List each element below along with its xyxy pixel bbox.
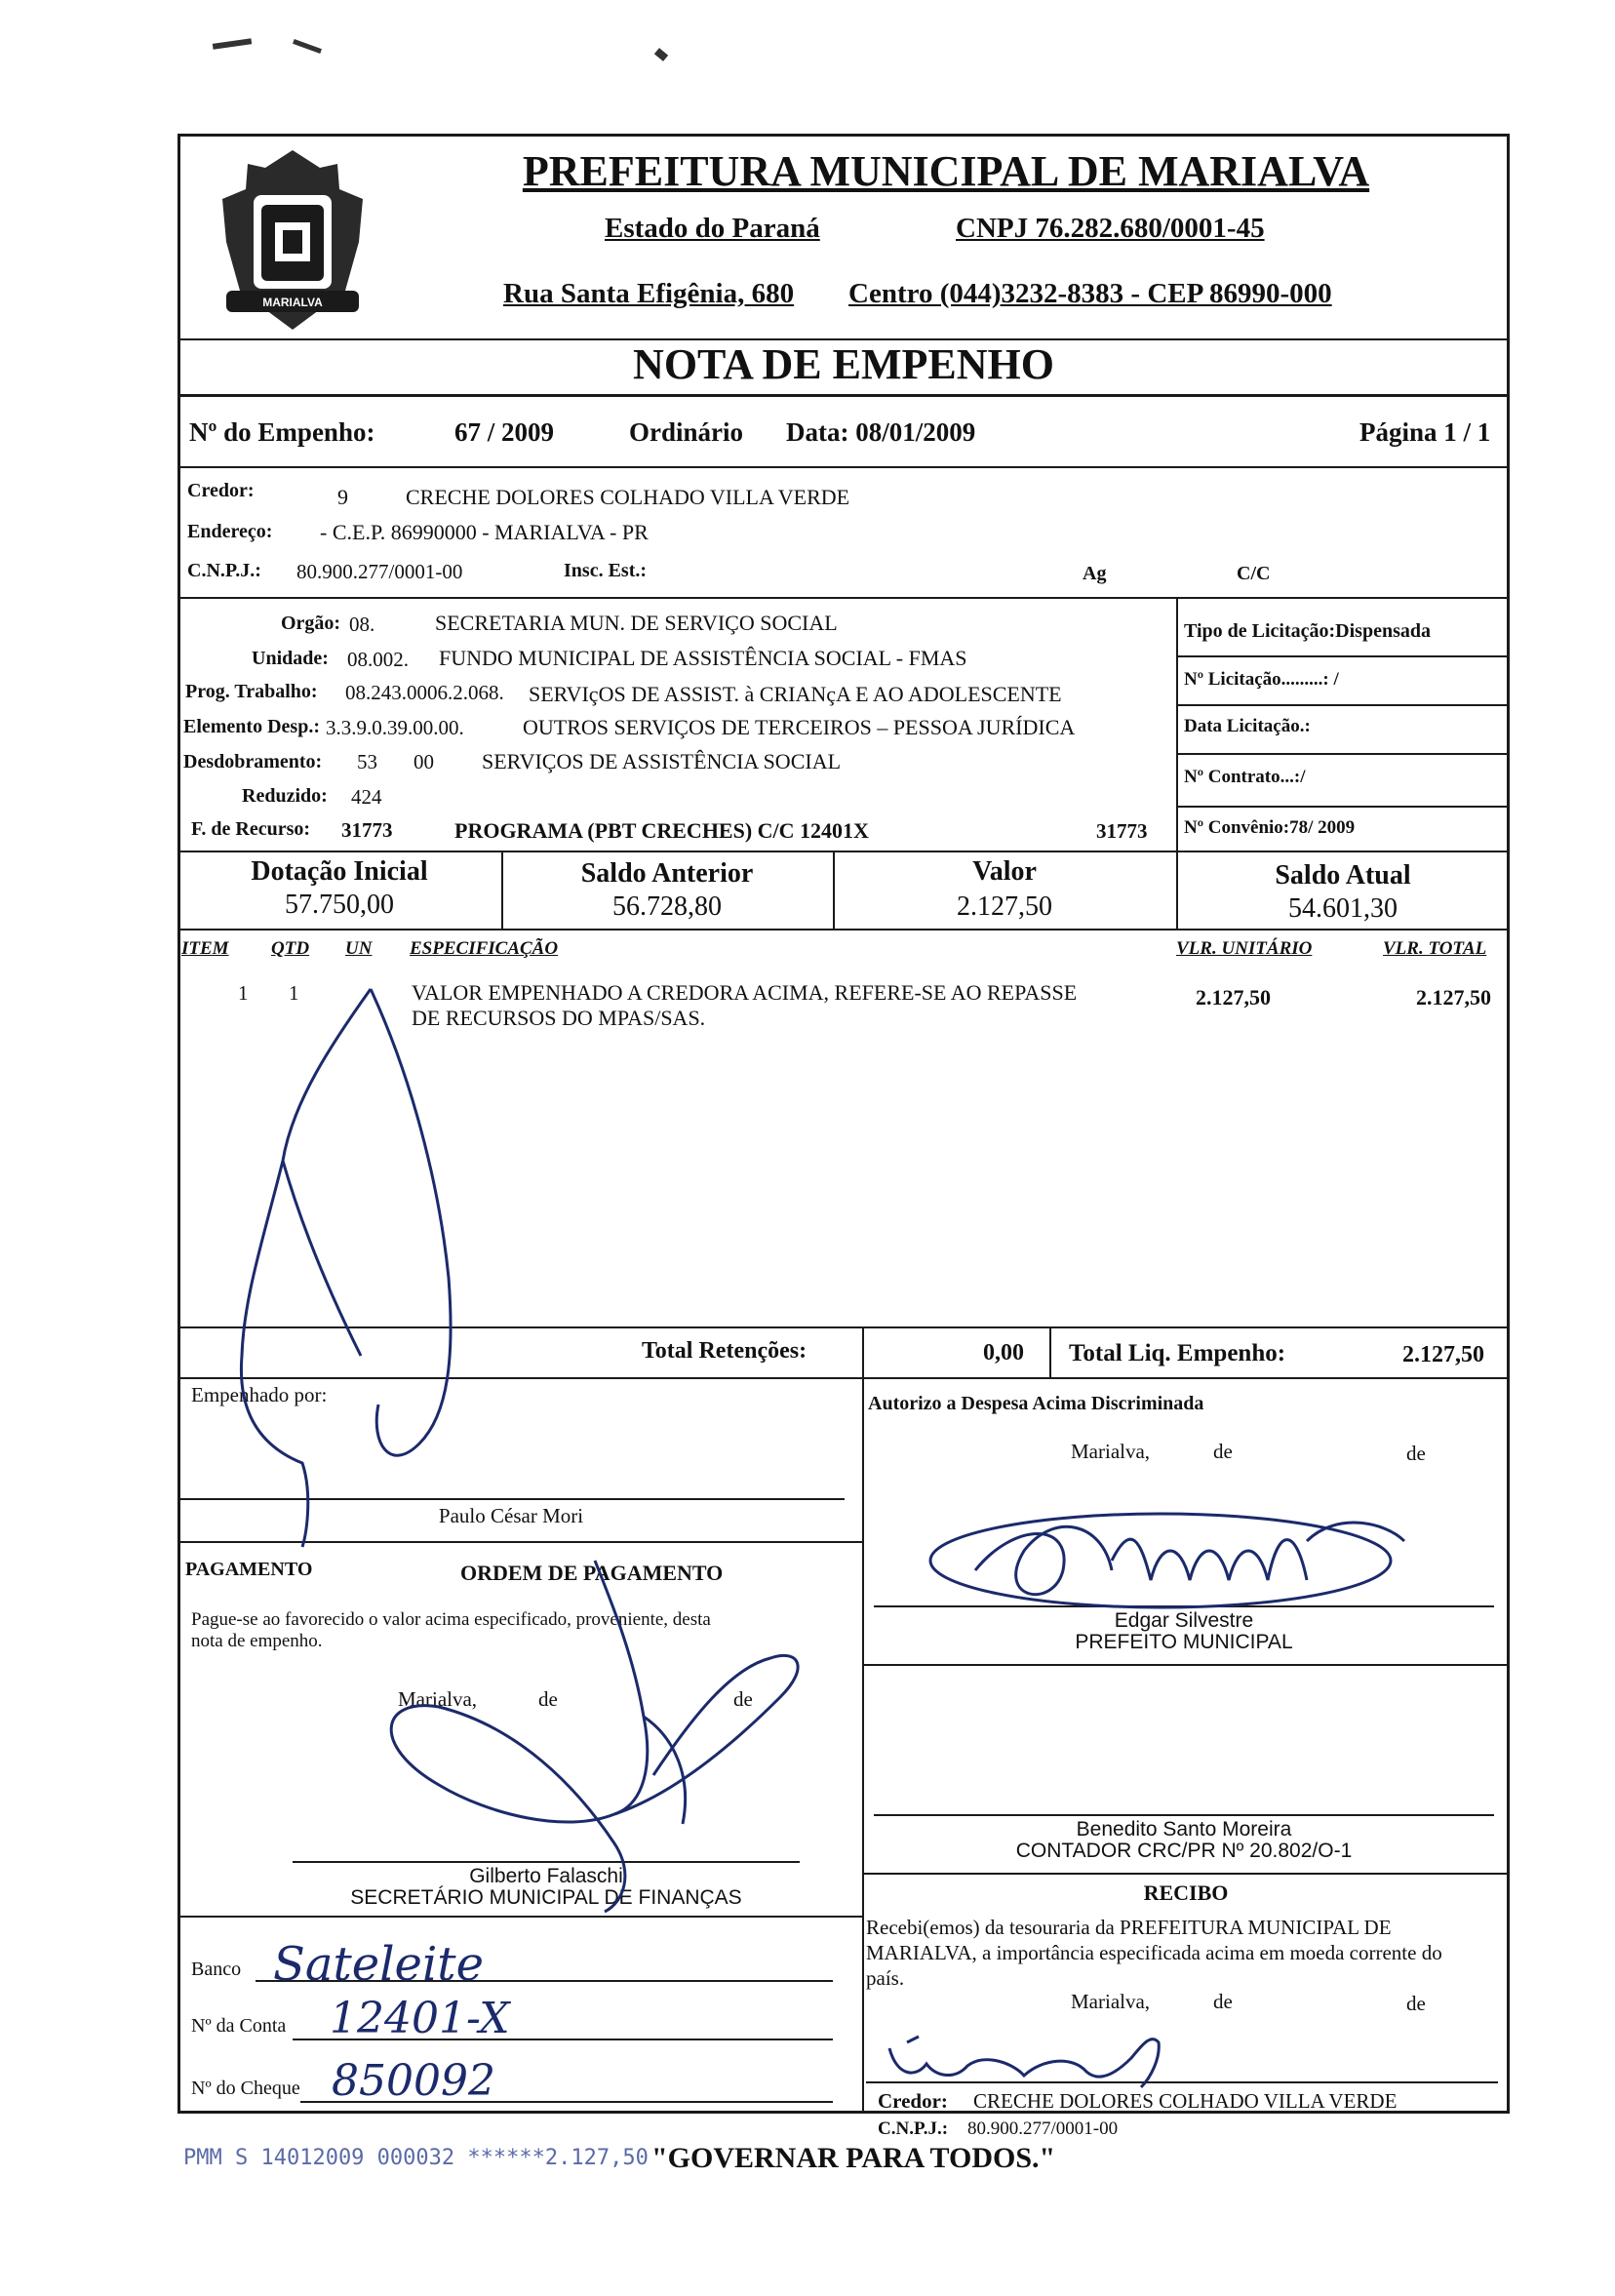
desdobramento: SERVIÇOS DE ASSISTÊNCIA SOCIAL (482, 749, 842, 773)
col-especificacao: ESPECIFICAÇÃO (410, 938, 559, 959)
orgao-code: 08. (349, 613, 375, 636)
divider (1176, 704, 1510, 706)
saldo-anterior-value: 56.728,80 (612, 891, 722, 922)
conta-label: Nº da Conta (191, 2015, 287, 2037)
prefeito-name: Edgar Silvestre (1114, 1609, 1254, 1632)
saldo-atual-label: Saldo Atual (1275, 860, 1411, 891)
recibo-text-1: Recebi(emos) da tesouraria da PREFEITURA MUNICIPAL DE (866, 1916, 1392, 1939)
licitacao-data: Data Licitação.: (1184, 716, 1311, 736)
elemento-label: Elemento Desp.: (183, 716, 320, 737)
empenhado-label: Empenhado por: (191, 1383, 328, 1406)
prefeito-role: PREFEITO MUNICIPAL (1075, 1631, 1293, 1653)
recibo-text-3: país. (866, 1966, 905, 1990)
desdobramento-code: 53 (357, 750, 377, 773)
divider (1176, 806, 1510, 808)
divider (1049, 1326, 1051, 1377)
elemento: OUTROS SERVIÇOS DE TERCEIROS – PESSOA JURÍDICA (523, 715, 1076, 739)
unidade-code: 08.002. (347, 648, 409, 671)
contrato: Nº Contrato...:/ (1184, 767, 1306, 787)
divider (177, 394, 1510, 397)
recibo-credor: CRECHE DOLORES COLHADO VILLA VERDE (973, 2089, 1398, 2113)
autorizo-label: Autorizo a Despesa Acima Discriminada (868, 1393, 1204, 1414)
pagamento-place: Marialva, (398, 1687, 478, 1711)
recibo-de-1: de (1213, 1990, 1233, 2013)
divider (862, 1664, 1510, 1666)
scan-mark (293, 39, 322, 54)
prog: SERVIçOS DE ASSIST. à CRIANçA E AO ADOLESCENTE (529, 682, 1062, 706)
item-spec-line1: VALOR EMPENHADO A CREDORA ACIMA, REFERE-SE AO REPASSE (412, 980, 1078, 1005)
orgao: SECRETARIA MUN. DE SERVIÇO SOCIAL (435, 611, 838, 635)
empenho-number-label: Nº do Empenho: (189, 417, 375, 447)
divider (1176, 655, 1510, 657)
recibo-title: RECIBO (1143, 1880, 1229, 1905)
prefeito-signature (917, 1483, 1424, 1629)
endereco-label: Endereço: (187, 521, 273, 542)
orgao-label: Orgão: (281, 613, 341, 634)
secretario-signature (322, 1551, 809, 1921)
col-un: UN (345, 938, 373, 959)
header-district-phone: Centro (044)3232-8383 - CEP 86990-000 (848, 278, 1332, 309)
recibo-credor-label: Credor: (878, 2089, 948, 2113)
cheque-label: Nº do Cheque (191, 2078, 300, 2099)
header-cnpj: CNPJ 76.282.680/0001-45 (956, 213, 1265, 244)
pagamento-label: PAGAMENTO (185, 1559, 313, 1580)
col-item: ITEM (181, 938, 229, 959)
item-unit-value: 2.127,50 (1196, 985, 1271, 1009)
insc-est-label: Insc. Est.: (564, 560, 648, 581)
recurso-code: 31773 (341, 818, 393, 842)
banco-label: Banco (191, 1959, 242, 1980)
scan-mark (213, 38, 252, 50)
endereco: - C.E.P. 86990000 - MARIALVA - PR (320, 520, 649, 544)
divider (177, 851, 1510, 852)
recurso-code-2: 31773 (1096, 819, 1148, 843)
unidade: FUNDO MUNICIPAL DE ASSISTÊNCIA SOCIAL - FMAS (439, 646, 967, 670)
liq-empenho-value: 2.127,50 (1402, 1342, 1484, 1367)
pagamento-de-2: de (733, 1687, 753, 1711)
divider (862, 1873, 1510, 1875)
licitacao-tipo: Tipo de Licitação:Dispensada (1184, 620, 1431, 642)
creditor-cnpj: 80.900.277/0001-00 (296, 560, 463, 583)
desdobramento-label: Desdobramento: (183, 751, 323, 772)
credor-label: Credor: (187, 480, 255, 501)
divider (862, 1377, 864, 2114)
saldo-anterior-label: Saldo Anterior (580, 858, 754, 889)
prog-label: Prog. Trabalho: (185, 681, 318, 702)
secretario-role: SECRETÁRIO MUNICIPAL DE FINANÇAS (350, 1886, 742, 1909)
empenho-date: Data: 08/01/2009 (786, 417, 976, 447)
liq-empenho-label: Total Liq. Empenho: (1069, 1340, 1286, 1366)
divider (1176, 597, 1178, 851)
conta-value: 12401-X (330, 1994, 510, 2043)
empenho-number: 67 / 2009 (454, 417, 555, 447)
valor-label: Valor (972, 856, 1037, 887)
header-address: Rua Santa Efigênia, 680 (503, 278, 795, 309)
page-number: Página 1 / 1 (1359, 417, 1491, 447)
doc-title: NOTA DE EMPENHO (633, 340, 1054, 388)
empenho-type: Ordinário (629, 417, 744, 447)
divider (177, 929, 1510, 930)
recibo-cnpj-label: C.N.P.J.: (878, 2118, 949, 2139)
contador-role: CONTADOR CRC/PR Nº 20.802/O-1 (1015, 1840, 1353, 1862)
divider (177, 466, 1510, 468)
desdobramento-sub: 00 (414, 750, 434, 773)
recibo-place: Marialva, (1071, 1990, 1151, 2013)
recibo-cnpj: 80.900.277/0001-00 (967, 2118, 1119, 2139)
item-spec-line2: DE RECURSOS DO MPAS/SAS. (412, 1006, 706, 1030)
pagamento-text-1: Pague-se ao favorecido o valor acima especificado, proveniente, desta (191, 1609, 711, 1630)
col-vlr-unitario: VLR. UNITÁRIO (1176, 938, 1313, 959)
crest-icon (197, 144, 388, 336)
banco-value: Sateleite (273, 1937, 484, 1992)
motto: "GOVERNAR PARA TODOS." (651, 2142, 1056, 2174)
contador-name: Benedito Santo Moreira (1076, 1818, 1292, 1841)
unidade-label: Unidade: (252, 648, 329, 669)
ag-label: Ag (1083, 563, 1107, 584)
cheque-value: 850092 (332, 2056, 495, 2106)
recurso: PROGRAMA (PBT CRECHES) C/C 12401X (454, 818, 869, 843)
reduzido: 424 (351, 785, 382, 809)
retencoes-label: Total Retenções: (642, 1338, 808, 1364)
secretario-name: Gilberto Falaschi (469, 1865, 623, 1887)
licitacao-numero: Nº Licitação.........: / (1184, 669, 1339, 690)
divider (177, 597, 1510, 599)
item-total-value: 2.127,50 (1416, 985, 1491, 1009)
pagamento-de-1: de (538, 1687, 558, 1711)
municipality-title: PREFEITURA MUNICIPAL DE MARIALVA (522, 147, 1370, 195)
recibo-de-2: de (1406, 1992, 1426, 2015)
credor-code: 9 (337, 485, 348, 509)
autorizo-de-2: de (1406, 1442, 1426, 1465)
recurso-label: F. de Recurso: (191, 818, 311, 840)
item-qtd: 1 (289, 981, 299, 1005)
col-vlr-total: VLR. TOTAL (1383, 938, 1487, 959)
autorizo-de-1: de (1213, 1440, 1233, 1463)
dotacao-value: 57.750,00 (285, 890, 394, 920)
saldo-atual-value: 54.601,30 (1288, 893, 1398, 924)
retencoes-value: 0,00 (983, 1340, 1024, 1366)
scan-mark (654, 48, 668, 61)
signature-line (874, 1814, 1494, 1816)
cnpj-label: C.N.P.J.: (187, 560, 261, 581)
valor-value: 2.127,50 (957, 891, 1052, 922)
payment-stamp: PMM S 14012009 000032 ******2.127,50 (183, 2146, 649, 2170)
item-number: 1 (238, 981, 249, 1005)
elemento-code: 3.3.9.0.39.00.00. (326, 716, 464, 739)
convenio: Nº Convênio:78/ 2009 (1184, 817, 1356, 838)
dotacao-label: Dotação Inicial (251, 856, 428, 887)
col-qtd: QTD (271, 938, 310, 959)
divider (1176, 753, 1510, 755)
credor-name: CRECHE DOLORES COLHADO VILLA VERDE (406, 485, 850, 509)
pagamento-text-2: nota de empenho. (191, 1631, 323, 1651)
reduzido-label: Reduzido: (242, 785, 328, 807)
ordem-pagamento-label: ORDEM DE PAGAMENTO (460, 1561, 724, 1585)
empenhado-name: Paulo César Mori (438, 1504, 584, 1527)
cc-label: C/C (1237, 563, 1271, 584)
empenhado-signature (224, 985, 458, 1551)
autorizo-place: Marialva, (1071, 1440, 1151, 1463)
state-name: Estado do Paraná (605, 213, 820, 244)
prog-code: 08.243.0006.2.068. (345, 681, 504, 704)
recibo-text-2: MARIALVA, a importância especificada acima em moeda corrente do (866, 1941, 1442, 1964)
svg-text:MARIALVA: MARIALVA (262, 296, 323, 309)
divider (862, 1326, 864, 1377)
credor-signature (878, 2029, 1209, 2097)
